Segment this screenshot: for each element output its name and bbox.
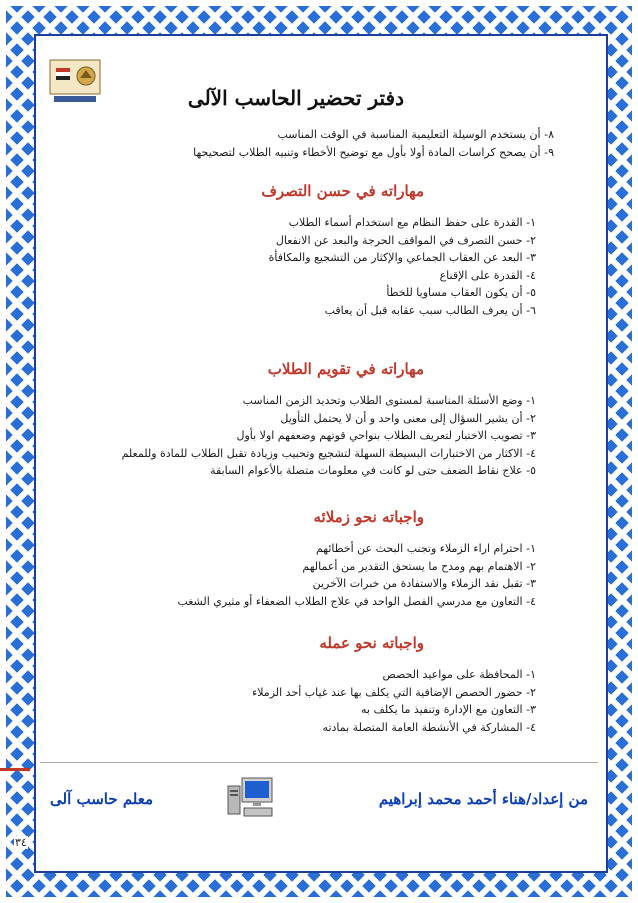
- section-heading-evaluation: مهاراته في تقويم الطلاب: [267, 360, 424, 378]
- list-item: ٢- أن يشير السؤال إلى معنى واحد و أن لا يحتمل التأويل: [280, 411, 536, 425]
- footer-divider: [40, 762, 598, 763]
- list-item: ٢- حسن التصرف في المواقف الحرجة والبعد عن الانفعال: [275, 233, 536, 247]
- list-item: ٣- تقبل نقد الزملاء والاستفادة من خبرات الآخرين: [312, 577, 536, 590]
- section-heading-conduct: مهاراته في حسن التصرف: [261, 182, 424, 200]
- list-item: ٥- علاج نقاط الضعف حتى لو كانت في معلومات متصلة بالأعوام السابقة: [210, 464, 536, 477]
- section-list-work: [66, 666, 536, 736]
- footer-teacher-title: معلم حاسب آلى: [50, 790, 154, 808]
- computer-icon: [226, 776, 274, 820]
- side-marker: [0, 768, 30, 771]
- list-item: ٤- التعاون مع مدرسي الفصل الواحد في علاج الطلاب الضعفاء أو مثيري الشغب: [177, 594, 536, 608]
- list-item: ٩- أن يصحح كراسات المادة أولا بأول مع توضيح الأخطاء وتنبيه الطلاب لتصحيحها: [193, 145, 554, 159]
- list-item: ١- المحافظة على مواعيد الحصص: [382, 668, 536, 681]
- section-list-conduct: [66, 214, 536, 319]
- document-page: [44, 44, 594, 859]
- list-item: ٢- حضور الحصص الإضافية التي يكلف بها عند غياب أحد الزملاء: [252, 685, 536, 699]
- intro-list: [54, 126, 554, 161]
- section-list-colleagues: [66, 540, 536, 610]
- list-item: ١- احترام اراء الزملاء وتجنب البحث عن أخطائهم: [315, 542, 536, 555]
- list-item: ٣- التعاون مع الإدارة وتنفيذ ما يكلف به: [361, 703, 536, 716]
- page-title: دفتر تحضير الحاسب الآلى: [187, 86, 404, 110]
- list-item: ٤- القدرة على الإقناع: [439, 268, 536, 282]
- list-item: ١- وضع الأسئلة المناسبة لمستوى الطلاب وتحديد الزمن المناسب: [242, 394, 536, 407]
- list-item: ٥- أن يكون العقاب مساويا للخطأ: [386, 286, 536, 299]
- list-item: ٣- تصويب الاختبار لتعريف الطلاب بنواحي قوتهم وضعفهم اولا بأول: [236, 429, 536, 442]
- list-item: ٢- الاهتمام بهم ومدح ما يستحق التقدير من أعمالهم: [302, 559, 536, 573]
- list-item: ١- القدرة على حفظ النظام مع استخدام أسماء الطلاب: [288, 216, 536, 229]
- footer-author: من إعداد/هناء أحمد محمد إبراهيم: [378, 790, 588, 808]
- section-list-evaluation: [66, 392, 536, 480]
- list-item: ٤- الاكثار من الاختبارات البسيطة السهلة لتشجيع وتحبيب وزيادة تقبل الطلاب للمادة وللمعلم: [121, 446, 536, 460]
- list-item: ٨- أن يستخدم الوسيلة التعليمية المناسبة في الوقت المناسب: [277, 128, 554, 141]
- school-logo-icon: [46, 46, 104, 108]
- list-item: ٤- المشاركة في الأنشطة العامة المتصلة بمادته: [322, 720, 536, 734]
- page-number: ٣٤: [15, 836, 27, 849]
- list-item: ٦- أن يعرف الطالب سبب عقابه قبل أن يعاقب: [324, 303, 536, 317]
- section-heading-work: واجباته نحو عمله: [319, 634, 424, 652]
- section-heading-colleagues: واجباته نحو زملائه: [313, 508, 424, 526]
- list-item: ٣- البعد عن العقاب الجماعي والإكثار من التشجيع والمكافأة: [268, 251, 536, 264]
